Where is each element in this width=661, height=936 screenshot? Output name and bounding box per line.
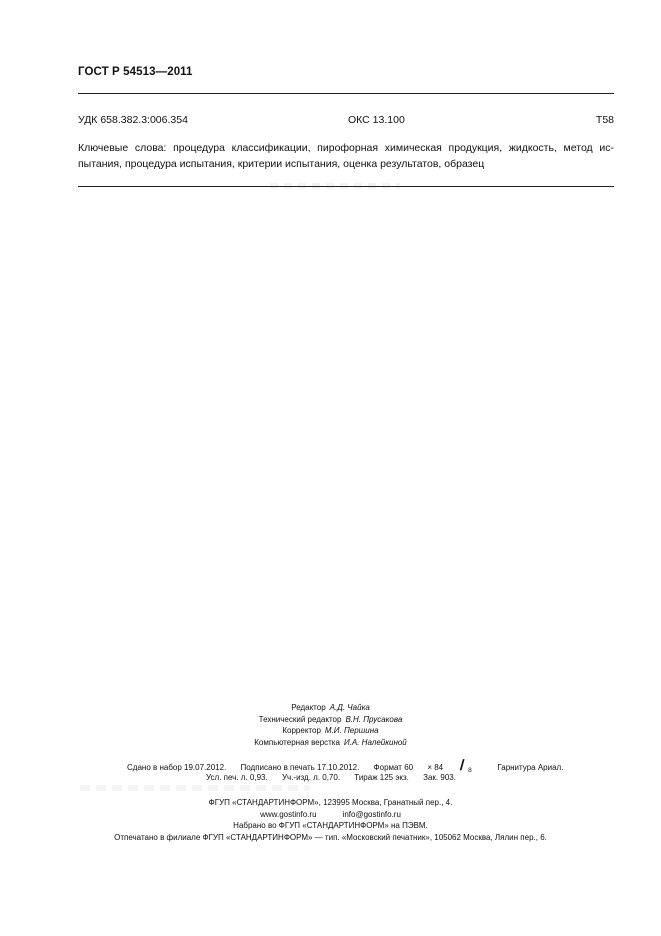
keywords-paragraph (78, 140, 616, 172)
group-code: Т58 (595, 114, 614, 126)
publisher-footer (0, 797, 661, 843)
print-info-row-2 (206, 773, 468, 782)
credit-name: А.Д. Чайка (329, 703, 370, 712)
credit-layout (0, 737, 661, 749)
signed-date: Подписано в печать 17.10.2012. (240, 763, 360, 772)
typeset-date: Сдано в набор 19.07.2012. (127, 763, 227, 772)
format-fraction (457, 757, 473, 774)
typeset-note: Набрано во ФГУП «СТАНДАРТИНФОРМ» на ПЭВМ. (233, 821, 428, 830)
credit-name: М.И. Першина (324, 726, 379, 735)
credit-name: И.А. Налейкиной (343, 737, 407, 747)
bottom-divider (78, 186, 614, 187)
credits-block (0, 702, 661, 748)
fraction-slash-glyph: / (459, 757, 466, 774)
credit-role: Технический редактор (258, 714, 342, 724)
top-divider (78, 93, 614, 94)
print-info-row-1 (127, 757, 575, 774)
credit-tech-editor (0, 714, 661, 726)
credit-name: В.Н. Прусакова (345, 714, 403, 724)
standard-title: ГОСТ Р 54513—2011 (78, 66, 193, 78)
format-label: Формат 60 (373, 763, 414, 772)
keywords-line-1: Ключевые слова: процедура классификации, пирофорная химическая продукция, жидкость, метод ис- (78, 142, 614, 154)
printing-note: Отпечатано в филиале ФГУП «СТАНДАРТИНФОРМ» — тип. «Московский печатник», 105062 Москва, Лялин пер., 6. (114, 832, 547, 842)
udc-code: УДК 658.382.3:006.354 (78, 114, 188, 126)
order-number: Зак. 903. (423, 773, 456, 782)
conventional-sheets: Усл. печ. л. 0,93. (206, 773, 268, 782)
circulation: Тираж 125 экз. (354, 773, 409, 782)
credit-proofreader (0, 725, 661, 737)
credit-role: Корректор (282, 726, 321, 735)
publisher-contacts (0, 809, 661, 821)
format-times: × 84 (427, 763, 444, 772)
keywords-line-2: пытания, процедура испытания, критерии испытания, оценка результатов, образец (78, 158, 485, 170)
classification-row (78, 114, 614, 130)
publisher-email: info@gostinfo.ru (342, 809, 401, 819)
format-denominator: 8 (468, 767, 472, 774)
typeface: Гарнитура Ариал. (497, 763, 564, 772)
publisher-website: www.gostinfo.ru (260, 809, 317, 819)
paper-format (373, 757, 488, 774)
credit-role: Редактор (291, 703, 326, 712)
publisher-sheets: Уч.-изд. л. 0,70. (281, 773, 341, 782)
credit-role: Компьютерная верстка (254, 737, 340, 747)
publisher-address: ФГУП «СТАНДАРТИНФОРМ», 123995 Москва, Гранатный пер., 4. (208, 798, 453, 807)
oks-code: ОКС 13.100 (348, 114, 405, 126)
bleed-through-marks-lower (80, 785, 310, 791)
credit-editor (0, 702, 661, 714)
